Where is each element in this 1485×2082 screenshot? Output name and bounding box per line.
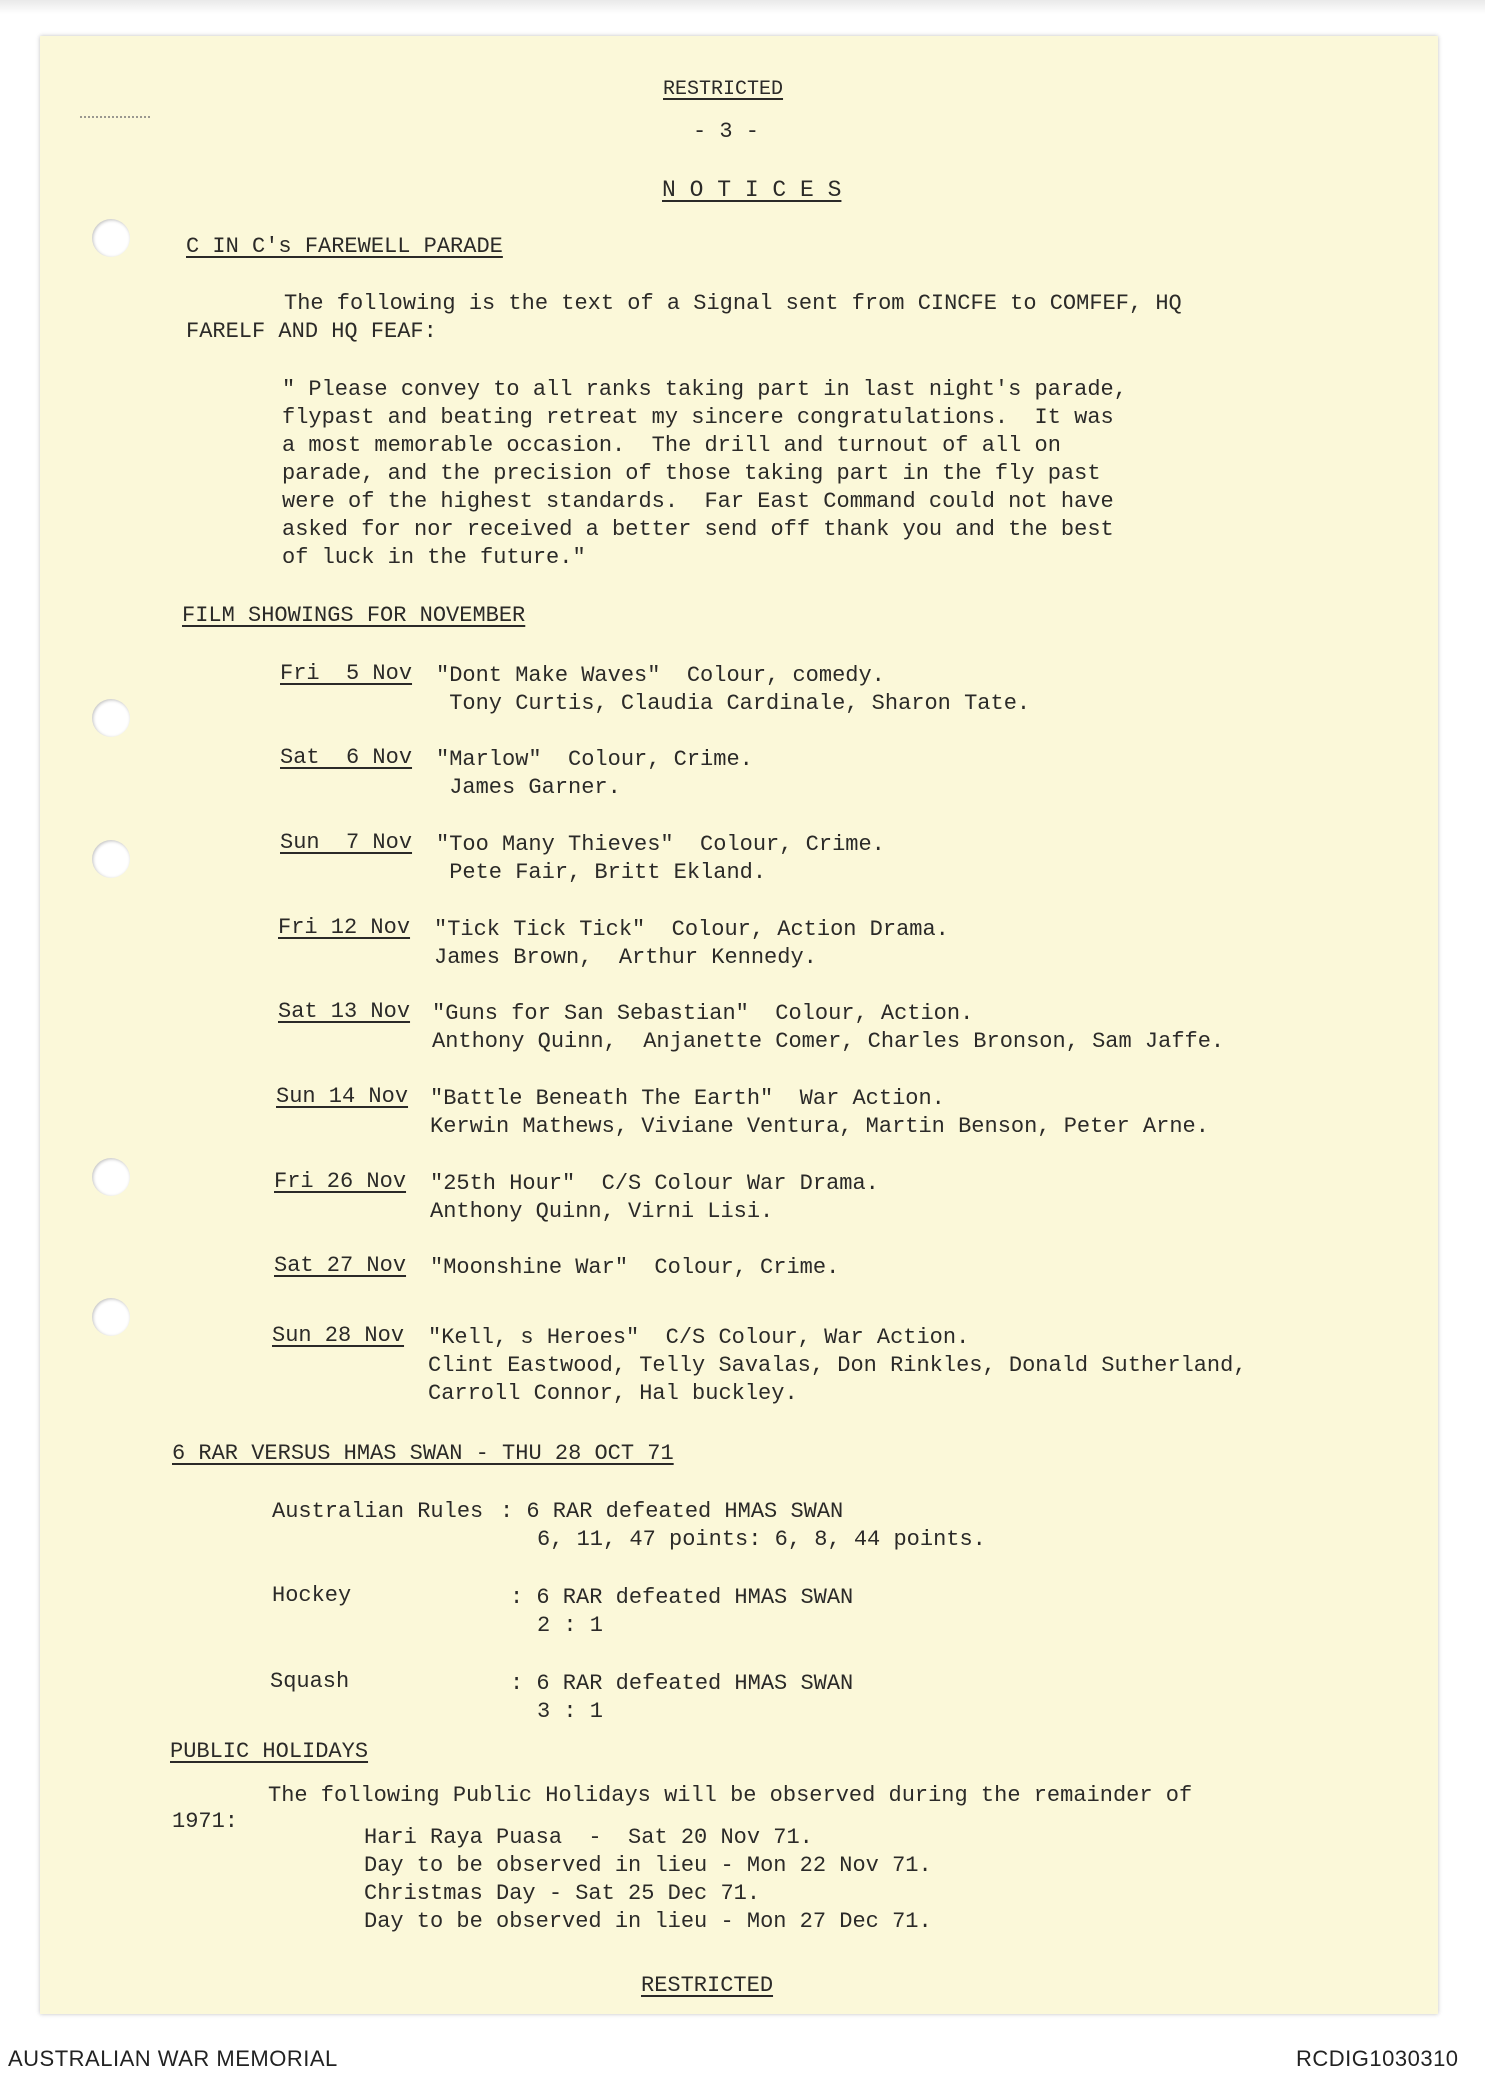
- film-title-line: "Tick Tick Tick" Colour, Action Drama.: [434, 917, 949, 942]
- film-cast-line: Carroll Connor, Hal buckley.: [428, 1381, 798, 1406]
- film-cast-line: James Garner.: [436, 775, 621, 800]
- section-heading-holidays: PUBLIC HOLIDAYS: [170, 1739, 369, 1764]
- holiday-item: Hari Raya Puasa - Sat 20 Nov 71.: [364, 1825, 813, 1850]
- signal-quote-line: a most memorable occasion. The drill and turnout of all on: [282, 433, 1061, 458]
- film-date: Fri 26 Nov: [274, 1169, 407, 1194]
- footer-institution: AUSTRALIAN WAR MEMORIAL: [8, 2046, 338, 2071]
- section-heading-sport: 6 RAR VERSUS HMAS SWAN - THU 28 OCT 71: [172, 1441, 674, 1466]
- sport-result: : 6 RAR defeated HMAS SWAN: [510, 1671, 854, 1696]
- punch-hole: [92, 1298, 130, 1336]
- punch-hole: [92, 699, 130, 737]
- pencil-mark: [80, 116, 150, 120]
- sport-score: 2 : 1: [537, 1613, 604, 1638]
- film-date: Sun 14 Nov: [276, 1084, 409, 1109]
- film-cast-line: James Brown, Arthur Kennedy.: [434, 945, 817, 970]
- signal-quote-line: asked for nor received a better send off thank you and the best: [282, 517, 1114, 542]
- sport-label: Squash: [270, 1669, 350, 1694]
- punch-hole: [92, 219, 130, 257]
- film-title-line: "Marlow" Colour, Crime.: [436, 747, 753, 772]
- holiday-item: Day to be observed in lieu - Mon 22 Nov 71.: [364, 1853, 932, 1878]
- film-title-line: "Dont Make Waves" Colour, comedy.: [436, 663, 885, 688]
- holidays-intro-line: The following Public Holidays will be observed during the remainder of: [268, 1783, 1193, 1808]
- film-title-line: "25th Hour" C/S Colour War Drama.: [430, 1171, 879, 1196]
- sport-label: Australian Rules: [272, 1499, 484, 1524]
- footer-reference: RCDIG1030310: [1296, 2046, 1459, 2071]
- sport-score: 3 : 1: [537, 1699, 604, 1724]
- film-title-line: "Moonshine War" Colour, Crime.: [430, 1255, 840, 1280]
- holidays-intro-year: 1971:: [172, 1809, 239, 1834]
- signal-quote-line: parade, and the precision of those taking part in the fly past: [282, 461, 1101, 486]
- document-page: [40, 36, 1438, 2014]
- film-date: Sun 7 Nov: [280, 830, 413, 855]
- signal-quote-line: flypast and beating retreat my sincere congratulations. It was: [282, 405, 1114, 430]
- holiday-item: Christmas Day - Sat 25 Dec 71.: [364, 1881, 761, 1906]
- farewell-intro-line: FARELF AND HQ FEAF:: [186, 319, 437, 344]
- classification-bottom: RESTRICTED: [641, 1973, 774, 1998]
- top-edge: [0, 0, 1485, 14]
- film-date: Fri 5 Nov: [280, 661, 413, 686]
- signal-quote-line: were of the highest standards. Far East Command could not have: [282, 489, 1114, 514]
- section-heading-films: FILM SHOWINGS FOR NOVEMBER: [182, 603, 526, 628]
- holiday-item: Day to be observed in lieu - Mon 27 Dec 71.: [364, 1909, 932, 1934]
- film-date: Fri 12 Nov: [278, 915, 411, 940]
- film-title-line: "Battle Beneath The Earth" War Action.: [430, 1086, 945, 1111]
- film-date: Sat 27 Nov: [274, 1253, 407, 1278]
- page-title: N O T I C E S: [662, 177, 842, 203]
- page-number: - 3 -: [693, 119, 760, 144]
- sport-result: : 6 RAR defeated HMAS SWAN: [500, 1499, 844, 1524]
- film-date: Sat 6 Nov: [280, 745, 413, 770]
- film-date: Sun 28 Nov: [272, 1323, 405, 1348]
- film-date: Sat 13 Nov: [278, 999, 411, 1024]
- farewell-intro-line: The following is the text of a Signal sent from CINCFE to COMFEF, HQ: [284, 291, 1182, 316]
- film-title-line: "Kell, s Heroes" C/S Colour, War Action.: [428, 1325, 970, 1350]
- film-cast-line: Anthony Quinn, Virni Lisi.: [430, 1199, 774, 1224]
- film-cast-line: Kerwin Mathews, Viviane Ventura, Martin Benson, Peter Arne.: [430, 1114, 1209, 1139]
- punch-hole: [92, 840, 130, 878]
- film-cast-line: Pete Fair, Britt Ekland.: [436, 860, 767, 885]
- film-cast-line: Tony Curtis, Claudia Cardinale, Sharon Tate.: [436, 691, 1031, 716]
- film-title-line: "Guns for San Sebastian" Colour, Action.: [432, 1001, 974, 1026]
- section-heading-farewell: C IN C's FAREWELL PARADE: [186, 234, 503, 259]
- film-cast-line: Anthony Quinn, Anjanette Comer, Charles Bronson, Sam Jaffe.: [432, 1029, 1225, 1054]
- signal-quote-line: of luck in the future.": [282, 545, 586, 570]
- sport-label: Hockey: [272, 1583, 352, 1608]
- sport-result: : 6 RAR defeated HMAS SWAN: [510, 1585, 854, 1610]
- classification-top: RESTRICTED: [663, 78, 784, 101]
- sport-score: 6, 11, 47 points: 6, 8, 44 points.: [537, 1527, 986, 1552]
- signal-quote-line: " Please convey to all ranks taking part in last night's parade,: [282, 377, 1127, 402]
- film-cast-line: Clint Eastwood, Telly Savalas, Don Rinkles, Donald Sutherland,: [428, 1353, 1247, 1378]
- film-title-line: "Too Many Thieves" Colour, Crime.: [436, 832, 885, 857]
- punch-hole: [92, 1158, 130, 1196]
